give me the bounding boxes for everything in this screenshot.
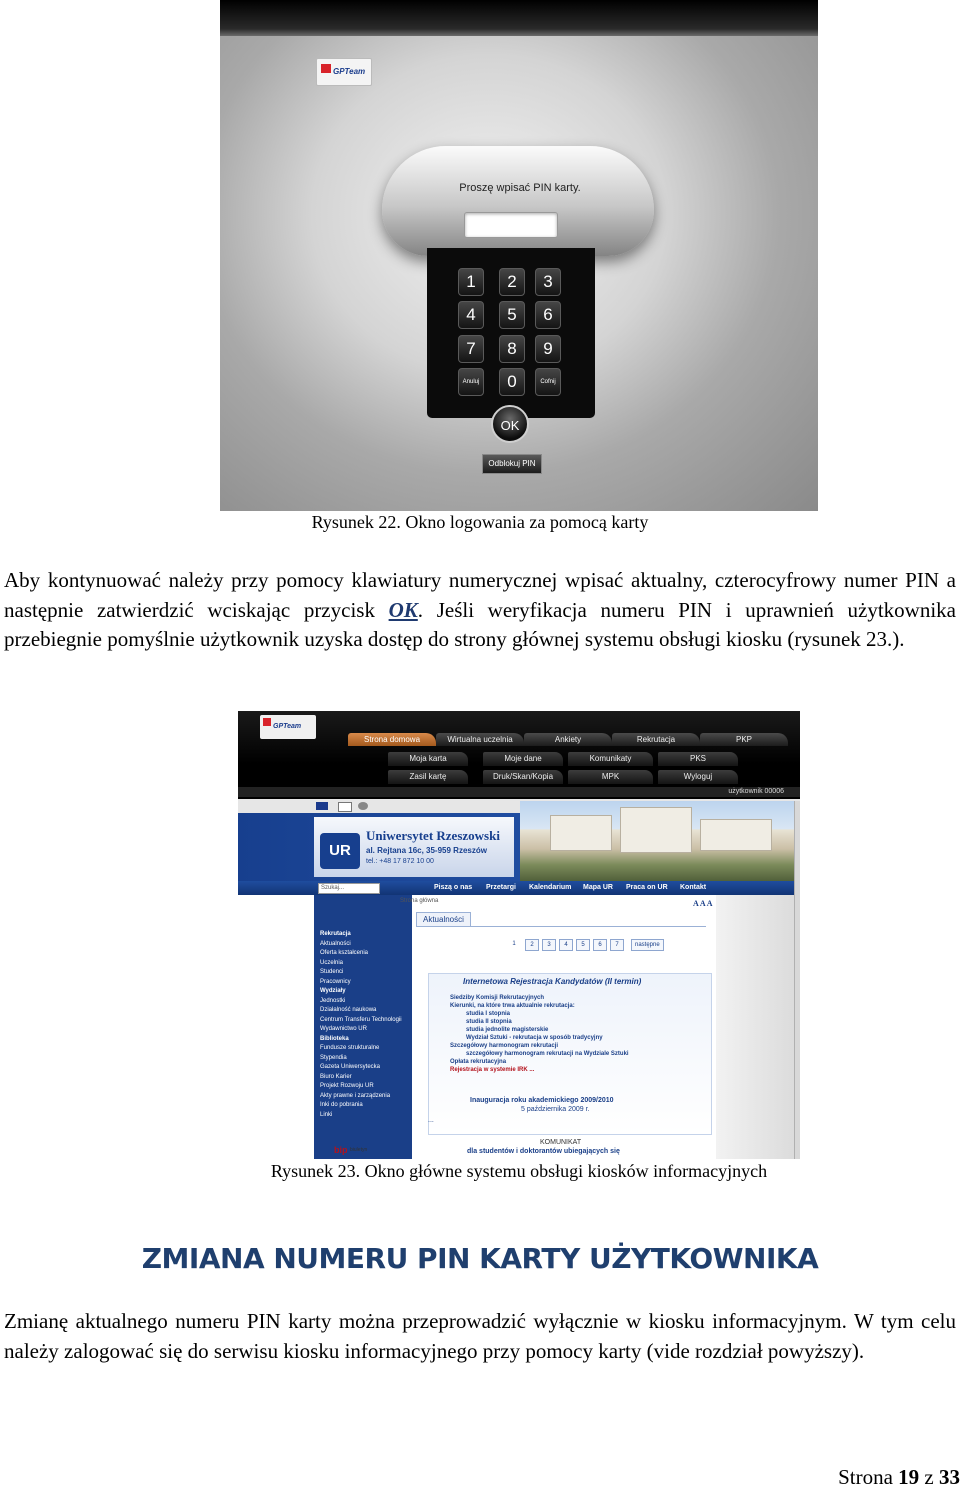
news-item[interactable]: studia I stopnia bbox=[466, 1011, 511, 1017]
sidebar-item[interactable]: Fundusze strukturalne bbox=[320, 1045, 380, 1051]
page-separator: z bbox=[919, 1465, 939, 1489]
sidebar-item[interactable]: Działalność naukowa bbox=[320, 1007, 377, 1013]
ok-button[interactable]: OK bbox=[491, 405, 529, 443]
page-link-1[interactable]: 1 bbox=[512, 941, 516, 947]
campus-photo bbox=[520, 801, 800, 881]
kiosk-main-screenshot bbox=[238, 711, 800, 1159]
news-item[interactable]: Szczegółowy harmonogram rekrutacji bbox=[450, 1043, 559, 1049]
cancel-button[interactable]: Anuluj bbox=[458, 368, 484, 396]
figure22-caption: Rysunek 22. Okno logowania za pomocą karty bbox=[311, 512, 649, 532]
sub-my-card[interactable]: Moja karta bbox=[388, 752, 468, 766]
nav-recruitment[interactable]: Rekrutacja bbox=[612, 733, 700, 746]
kiosk-login-screenshot bbox=[220, 0, 818, 511]
page-link-4[interactable]: 4 bbox=[559, 939, 573, 951]
menu-map[interactable]: Mapa UR bbox=[583, 884, 613, 891]
key-9[interactable]: 9 bbox=[535, 335, 561, 363]
current-page: 19 bbox=[898, 1465, 920, 1489]
page-link-5[interactable]: 5 bbox=[576, 939, 590, 951]
sub-mpk[interactable]: MPK bbox=[568, 770, 653, 784]
figure23-caption: Rysunek 23. Okno główne systemu obsługi kiosków informacyjnych bbox=[270, 1161, 768, 1181]
announcement-text[interactable]: dla studentów i doktorantów ubiegających się bbox=[467, 1148, 620, 1155]
paragraph-text-1: Aby kontynuować należy przy pomocy klawiatury numerycznej wpisać aktualny, czterocyfrowy numer PIN a następnie zatwierdzić wciskając przycisk bbox=[4, 568, 956, 622]
news-item[interactable]: szczegółowy harmonogram rekrutacji na Wydziale Sztuki bbox=[466, 1051, 629, 1057]
key-4[interactable]: 4 bbox=[458, 301, 484, 329]
announcement-label: KOMUNIKAT bbox=[540, 1139, 582, 1146]
menu-calendar[interactable]: Kalendarium bbox=[529, 884, 572, 891]
sidebar-item[interactable]: Oferta kształcenia bbox=[320, 950, 369, 956]
sub-messages[interactable]: Komunikaty bbox=[568, 752, 653, 766]
card-reader bbox=[382, 146, 654, 256]
top-bar bbox=[220, 0, 818, 36]
nav-virtual-university[interactable]: Wirtualna uczelnia bbox=[436, 733, 524, 746]
page-prefix: Strona bbox=[838, 1465, 899, 1489]
paragraph-pin-change: Zmianę aktualnego numeru PIN karty można przeprowadzić wyłącznie w kiosku informacyjnym. W tym celu należy zalogować się do serwisu kiosku informacyjnego przy pomocy karty (vide rozdział powyższy). bbox=[4, 1309, 956, 1363]
sidebar-item[interactable]: Jednostki bbox=[320, 997, 346, 1004]
bip-label: biuletyn bbox=[350, 1147, 368, 1153]
bip-logo[interactable]: bip bbox=[334, 1145, 348, 1155]
university-name: Uniwersytet Rzeszowski bbox=[366, 828, 500, 843]
paragraph-text-2: . Jeśli weryfikacja numeru PIN i uprawnień użytkownika przebiegnie pomyślnie użytkownik uzyska dostęp do strony głównej systemu obsługi kiosku (rysunek 23.). bbox=[4, 597, 956, 651]
sidebar-item[interactable]: Aktualności bbox=[320, 940, 351, 947]
key-0[interactable]: 0 bbox=[499, 368, 525, 396]
user-id: użytkownik 00006 bbox=[728, 788, 784, 795]
key-8[interactable]: 8 bbox=[499, 335, 525, 363]
sidebar-item[interactable]: Stypendia bbox=[320, 1054, 347, 1061]
font-size-switcher[interactable]: A A A bbox=[693, 899, 713, 908]
page-link-2[interactable]: 2 bbox=[525, 939, 539, 951]
nav-pkp[interactable]: PKP bbox=[700, 733, 788, 746]
news-item[interactable]: Kierunki, na które trwa aktualnie rekrutacja: bbox=[450, 1003, 575, 1009]
menu-tenders[interactable]: Przetargi bbox=[486, 884, 516, 891]
next-page-link[interactable]: następne bbox=[631, 939, 664, 951]
scrollbar[interactable] bbox=[794, 801, 800, 1159]
key-3[interactable]: 3 bbox=[535, 268, 561, 296]
ok-keyword: OK bbox=[388, 597, 418, 622]
nav-home[interactable]: Strona domowa bbox=[348, 733, 436, 746]
key-2[interactable]: 2 bbox=[499, 268, 525, 296]
sitemap-icon[interactable] bbox=[358, 802, 368, 810]
sidebar-item[interactable]: Pracownicy bbox=[320, 978, 351, 985]
page-number bbox=[838, 1465, 960, 1490]
tab-news[interactable]: Aktualności bbox=[416, 912, 471, 926]
sidebar-item[interactable]: Biblioteka bbox=[320, 1035, 349, 1042]
sub-logout[interactable]: Wyloguj bbox=[658, 770, 738, 784]
page-link-3[interactable]: 3 bbox=[542, 939, 556, 951]
sidebar-item[interactable]: Uczelnia bbox=[320, 959, 344, 966]
menu-press[interactable]: Piszą o nas bbox=[434, 884, 473, 891]
key-7[interactable]: 7 bbox=[458, 335, 484, 363]
sidebar-item[interactable]: Inki do pobrania bbox=[320, 1102, 363, 1108]
sidebar-item[interactable]: Centrum Transferu Technologii bbox=[320, 1016, 402, 1023]
news-item[interactable]: studia II stopnia bbox=[466, 1019, 512, 1025]
more-link[interactable]: ... bbox=[428, 1117, 434, 1124]
inauguration-title[interactable]: Inauguracja roku akademickiego 2009/2010 bbox=[470, 1097, 614, 1104]
user-bar bbox=[238, 787, 800, 797]
unlock-pin-button[interactable]: Odblokuj PIN bbox=[482, 454, 542, 474]
key-1[interactable]: 1 bbox=[458, 268, 484, 296]
gpteam-logo: GPTeam bbox=[260, 715, 316, 739]
total-pages: 33 bbox=[939, 1465, 960, 1489]
pin-prompt: Proszę wpisać PIN karty. bbox=[459, 182, 581, 194]
news-title[interactable]: Internetowa Rejestracja Kandydatów (II termin) bbox=[463, 977, 642, 986]
news-item[interactable]: Siedziby Komisji Rekrutacyjnych bbox=[450, 995, 545, 1001]
university-address: al. Rejtana 16c, 35-959 Rzeszów bbox=[366, 846, 487, 855]
sidebar-item[interactable]: Biuro Karier bbox=[320, 1073, 352, 1080]
site-menu-bar bbox=[238, 881, 800, 895]
mail-icon[interactable] bbox=[338, 802, 352, 812]
sidebar-item[interactable]: Wydziały bbox=[320, 988, 346, 994]
news-item[interactable]: Rejestracja w systemie IRK ... bbox=[450, 1067, 535, 1073]
backspace-button[interactable]: Cofnij bbox=[535, 368, 561, 396]
page-link-7[interactable]: 7 bbox=[610, 939, 624, 951]
university-phone: tel.: +48 17 872 10 00 bbox=[366, 858, 434, 865]
sidebar-item[interactable]: Projekt Rozwoju UR bbox=[320, 1083, 374, 1089]
nav-surveys[interactable]: Ankiety bbox=[524, 733, 612, 746]
inauguration-date: 5 października 2009 r. bbox=[521, 1106, 590, 1113]
news-tab-bar bbox=[416, 912, 706, 927]
sub-my-data[interactable]: Moje dane bbox=[483, 752, 563, 766]
sidebar-item[interactable]: Linki bbox=[320, 1111, 333, 1118]
sub-pks[interactable]: PKS bbox=[658, 752, 738, 766]
section-heading: ZMIANA NUMERU PIN KARTY UŻYTKOWNIKA bbox=[141, 1242, 819, 1275]
news-item[interactable]: Opłata rekrutacyjna bbox=[450, 1059, 507, 1065]
right-margin bbox=[716, 895, 800, 1159]
key-6[interactable]: 6 bbox=[535, 301, 561, 329]
paragraph-login bbox=[4, 566, 956, 655]
sub-top-up-card[interactable]: Zasil kartę bbox=[388, 770, 468, 784]
gpteam-logo: GPTeam bbox=[316, 58, 372, 86]
breadcrumb[interactable]: Strona główna bbox=[400, 898, 439, 904]
numeric-keypad bbox=[427, 248, 595, 418]
pin-input[interactable] bbox=[464, 212, 558, 238]
sidebar-item[interactable]: Akty prawne i zarządzenia bbox=[320, 1092, 391, 1099]
news-item[interactable]: Wydział Sztuki - rekrutacja w sposób tradycyjny bbox=[466, 1035, 603, 1041]
sub-print-scan-copy[interactable]: Druk/Skan/Kopia bbox=[483, 770, 563, 784]
page-link-6[interactable]: 6 bbox=[593, 939, 607, 951]
search-input[interactable]: Szukaj... bbox=[318, 883, 380, 894]
flag-en-icon[interactable] bbox=[316, 802, 328, 810]
menu-jobs[interactable]: Praca on UR bbox=[626, 884, 668, 891]
menu-contact[interactable]: Kontakt bbox=[680, 884, 707, 891]
sidebar-item[interactable]: Gazeta Uniwersytecka bbox=[320, 1064, 381, 1070]
sidebar-item[interactable]: Studenci bbox=[320, 969, 344, 975]
ur-logo: UR bbox=[320, 833, 360, 869]
sidebar-item[interactable]: Rekrutacja bbox=[320, 931, 351, 937]
key-5[interactable]: 5 bbox=[499, 301, 525, 329]
sidebar-item[interactable]: Wydawnictwo UR bbox=[320, 1026, 367, 1032]
news-item[interactable]: studia jednolite magisterskie bbox=[466, 1027, 549, 1033]
